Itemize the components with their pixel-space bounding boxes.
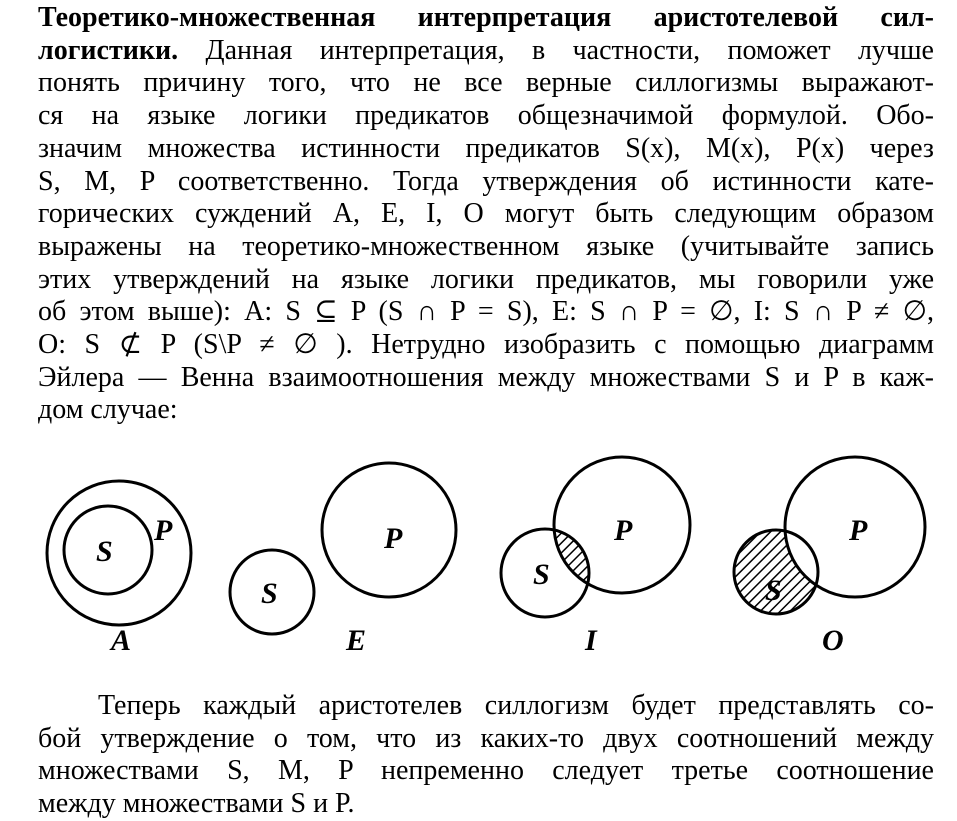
p2-line-3: множествами S, M, P непременно следует третье соотношение <box>38 755 934 787</box>
diagram-i <box>501 457 690 657</box>
p2-line-1: Теперь каждый аристотелев силлогизм будет представлять со- <box>98 690 934 721</box>
label-s: S <box>533 558 550 591</box>
caption-i: I <box>585 624 597 657</box>
caption-a: A <box>111 624 132 657</box>
p2-line-2: бой утверждение о том, что из каких-то двух соотношений между <box>38 722 934 754</box>
p1-line-1 <box>38 2 934 35</box>
p1-line-7: горических суждений A, E, I, O могут быть следующим образом <box>38 198 934 230</box>
label-p: P <box>384 522 403 555</box>
caption-o: O <box>822 624 844 657</box>
section-title-end: логистики. <box>38 34 179 66</box>
diagram-a <box>47 481 191 657</box>
p2-line-4: между множествами S и P. <box>38 788 355 820</box>
p1-line-5: значим множества истинности предикатов S(x), M(x), P(x) через <box>38 132 934 164</box>
p1-line-13: дом случае: <box>38 394 178 426</box>
label-p: P <box>154 514 173 547</box>
diagram-o <box>734 457 925 657</box>
section-title: Теоретико-множественная интерпретация аристотелевой сил- <box>38 2 934 33</box>
label-s: S <box>765 574 782 607</box>
label-s: S <box>96 535 113 568</box>
p1-line-11: O: S ⊄ P (S\P ≠ ∅ ). Нетрудно изобразить с помощью диаграмм <box>38 329 934 361</box>
label-s: S <box>261 577 278 610</box>
paragraph-2 <box>38 690 934 821</box>
p1-line-6: S, M, P соответственно. Тогда утверждения об истинности кате- <box>38 165 934 197</box>
label-p: P <box>614 514 633 547</box>
p1-line-4: ся на языке логики предикатов общезначимой формулой. Обо- <box>38 100 934 132</box>
p1-line-8: выражены на теоретико-множественном языке (учитывайте запись <box>38 230 934 262</box>
p1-line-2: логистики. Данная интерпретация, в частности, поможет лучше <box>38 34 934 66</box>
caption-e: E <box>346 624 367 657</box>
p1-line-10: об этом выше): A: S ⊆ P (S ∩ P = S), E: S ∩ P = ∅, I: S ∩ P ≠ ∅, <box>38 296 934 328</box>
p1-line-12: Эйлера — Венна взаимоотношения между множествами S и P в каж- <box>38 361 934 393</box>
p1-line-9: этих утверждений на языке логики предикатов, мы говорили уже <box>38 263 934 295</box>
label-p: P <box>849 514 868 547</box>
diagram-e <box>230 463 456 657</box>
euler-venn-diagrams <box>0 440 957 660</box>
circle-p <box>47 481 191 625</box>
p1-line-3: понять причину того, что не все верные силлогизмы выражают- <box>38 67 934 99</box>
paragraph-1 <box>38 2 934 427</box>
